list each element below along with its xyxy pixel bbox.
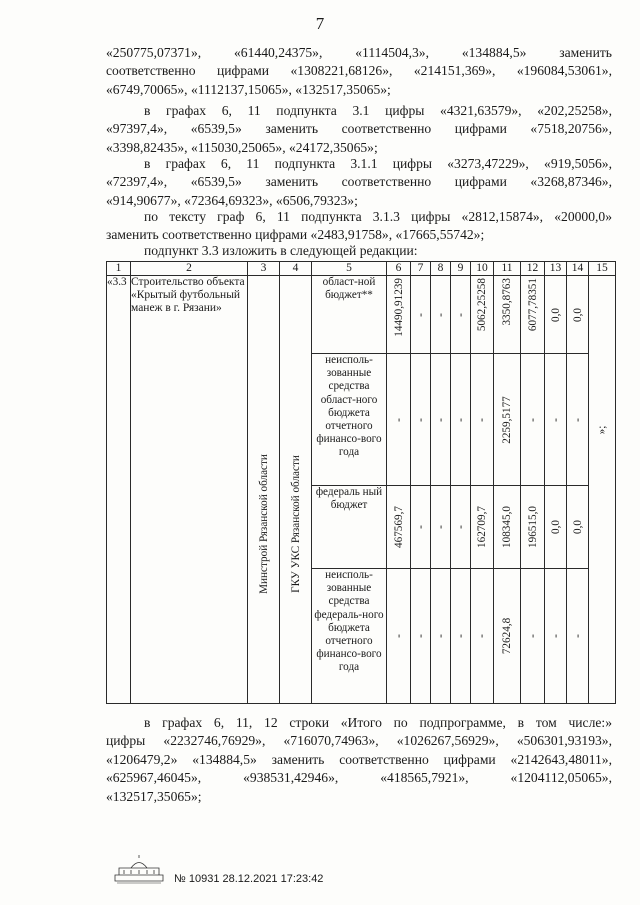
text-line: «97397,4», «6539,5» заменить соответственно цифрами «7518,20756», — [106, 121, 612, 137]
item-name-cell: Строительство объекта «Крытый футбольный манеж в г. Рязани» — [131, 276, 248, 704]
value-text: - — [571, 634, 584, 638]
closing-mark-text: »; — [596, 425, 608, 435]
header-cell: 2 — [131, 262, 248, 276]
value-cell — [567, 569, 589, 704]
value-text: - — [454, 417, 467, 422]
value-text: 162709,7 — [476, 506, 488, 548]
paragraph-6 — [106, 714, 612, 806]
value-text: - — [526, 634, 539, 638]
funding-source-cell: област-ной бюджет** — [312, 276, 387, 354]
paragraph-3 — [106, 155, 612, 210]
text-line: в графах 6, 11, 12 строки «Итого по подпрограмме, в том числе:» — [144, 715, 612, 730]
registry-stamp-icon — [111, 855, 167, 885]
header-cell: 7 — [411, 262, 431, 276]
executor-text: Минстрой Рязанской области — [257, 453, 270, 594]
page-number: 7 — [315, 14, 325, 33]
value-text: - — [434, 312, 447, 317]
value-cell — [545, 486, 567, 569]
value-cell — [411, 276, 431, 354]
value-text: - — [454, 525, 467, 529]
value-cell — [471, 276, 494, 354]
closing-mark-cell — [589, 276, 616, 704]
value-cell — [521, 486, 545, 569]
value-cell — [471, 354, 494, 486]
value-text: - — [392, 634, 405, 638]
contractor-text: ГКУ УКС Рязанской области — [289, 454, 302, 593]
value-text: - — [414, 634, 427, 638]
header-cell: 6 — [387, 262, 411, 276]
value-text: - — [454, 634, 467, 638]
value-cell — [411, 569, 431, 704]
budget-table — [106, 261, 616, 704]
text-line: подпункт 3.3 изложить в следующей редакции: — [144, 243, 418, 258]
text-line: «1206479,2» «134884,5» заменить соответственно цифрами «2142643,48011», — [106, 751, 612, 767]
text-line: «914,90677», «72364,69323», «6506,79323»; — [106, 192, 358, 208]
header-cell: 5 — [312, 262, 387, 276]
funding-source-cell: федераль ный бюджет — [312, 486, 387, 569]
text-line: «3398,82435», «115030,25065», «24172,35065»; — [106, 139, 378, 155]
header-cell: 4 — [280, 262, 312, 276]
value-text: - — [434, 634, 447, 638]
value-text: - — [414, 417, 427, 422]
header-cell: 8 — [431, 262, 451, 276]
value-text: - — [414, 525, 427, 529]
value-cell — [431, 354, 451, 486]
text-line: цифры «2232746,76929», «716070,74963», «1026267,56929», «506301,93193», — [106, 733, 612, 749]
value-text: 0,0 — [571, 520, 584, 534]
value-cell — [521, 276, 545, 354]
value-text: - — [454, 312, 467, 317]
value-cell — [545, 354, 567, 486]
value-text: 14490,91239 — [392, 278, 405, 337]
value-text: 0,0 — [549, 520, 562, 534]
header-cell: 11 — [494, 262, 521, 276]
value-text: - — [434, 417, 447, 422]
value-text: - — [571, 417, 584, 422]
value-cell — [387, 486, 411, 569]
text-line: заменить соответственно цифрами «2483,91758», «17665,55742»; — [106, 227, 485, 243]
value-text: 3350,8763 — [501, 278, 513, 326]
value-text: - — [549, 417, 562, 422]
value-text: - — [549, 634, 562, 638]
value-cell — [387, 276, 411, 354]
header-cell: 1 — [107, 262, 131, 276]
header-cell: 3 — [248, 262, 280, 276]
value-text: 196515,0 — [526, 506, 539, 548]
paragraph-1 — [106, 44, 612, 99]
value-cell — [451, 486, 471, 569]
value-text: - — [414, 312, 427, 317]
value-cell — [431, 486, 451, 569]
text-line: «625967,46045», «938531,42946», «418565,7921», «1204112,05065», — [106, 770, 612, 786]
text-line: «6749,70065», «1112137,15065», «132517,35065»; — [106, 81, 391, 97]
text-line: в графах 6, 11 подпункта 3.1.1 цифры «3273,47229», «919,5056», — [144, 156, 612, 171]
value-text: 5062,25258 — [476, 278, 488, 332]
header-cell: 10 — [471, 262, 494, 276]
value-cell — [411, 354, 431, 486]
text-line: «72397,4», «6539,5» заменить соответственно цифрами «3268,87346», — [106, 174, 612, 190]
value-cell — [567, 486, 589, 569]
value-cell — [387, 569, 411, 704]
value-cell — [494, 276, 521, 354]
item-number-cell: «3.3 — [107, 276, 131, 704]
value-cell — [471, 486, 494, 569]
text-line: соответственно цифрами «1308221,68126», «214151,369», «196084,53061», — [106, 63, 612, 79]
value-text: 467569,7 — [392, 506, 405, 548]
contractor-cell — [280, 276, 312, 704]
paragraph-2 — [106, 102, 612, 157]
header-cell: 15 — [589, 262, 616, 276]
value-cell — [567, 276, 589, 354]
paragraph-5 — [106, 242, 612, 260]
value-cell — [494, 354, 521, 486]
value-cell — [545, 276, 567, 354]
text-line: «250775,07371», «61440,24375», «1114504,3», «134884,5» заменить — [106, 45, 612, 60]
funding-source-cell: неисполь-зованные средства федераль-ного бюджета отчетного финансо-вого года — [312, 569, 387, 704]
value-cell — [411, 486, 431, 569]
value-cell — [494, 569, 521, 704]
header-cell: 13 — [545, 262, 567, 276]
value-text: - — [526, 417, 539, 422]
text-line: в графах 6, 11 подпункта 3.1 цифры «4321,63579», «202,25258», — [144, 103, 612, 118]
value-cell — [545, 569, 567, 704]
value-text: 0,0 — [549, 307, 562, 322]
executor-cell — [248, 276, 280, 704]
table-header-row — [107, 262, 616, 276]
value-text: 72624,8 — [501, 617, 513, 655]
value-text: 6077,78351 — [526, 278, 539, 332]
value-text: - — [434, 525, 447, 529]
value-cell — [521, 354, 545, 486]
table-row — [107, 276, 616, 354]
value-text: - — [476, 417, 488, 422]
value-cell — [494, 486, 521, 569]
header-cell: 9 — [451, 262, 471, 276]
value-cell — [567, 354, 589, 486]
value-text: - — [476, 634, 488, 638]
text-line: «132517,35065»; — [106, 788, 202, 804]
paragraph-4 — [106, 208, 612, 245]
document-registration-number: № 10931 28.12.2021 17:23:42 — [174, 873, 324, 885]
funding-source-cell: неисполь-зованные средства област-ного бюджета отчетного финансо-вого года — [312, 354, 387, 486]
value-cell — [431, 276, 451, 354]
value-cell — [451, 569, 471, 704]
value-cell — [451, 354, 471, 486]
value-text: - — [392, 417, 405, 422]
value-cell — [521, 569, 545, 704]
value-cell — [431, 569, 451, 704]
header-cell: 12 — [521, 262, 545, 276]
value-text: 0,0 — [571, 307, 584, 322]
text-line: по тексту граф 6, 11 подпункта 3.1.3 цифры «2812,15874», «20000,0» — [144, 209, 612, 224]
value-cell — [451, 276, 471, 354]
header-cell: 14 — [567, 262, 589, 276]
value-cell — [471, 569, 494, 704]
value-cell — [387, 354, 411, 486]
value-text: 108345,0 — [501, 506, 513, 548]
value-text: 2259,5177 — [501, 395, 513, 444]
